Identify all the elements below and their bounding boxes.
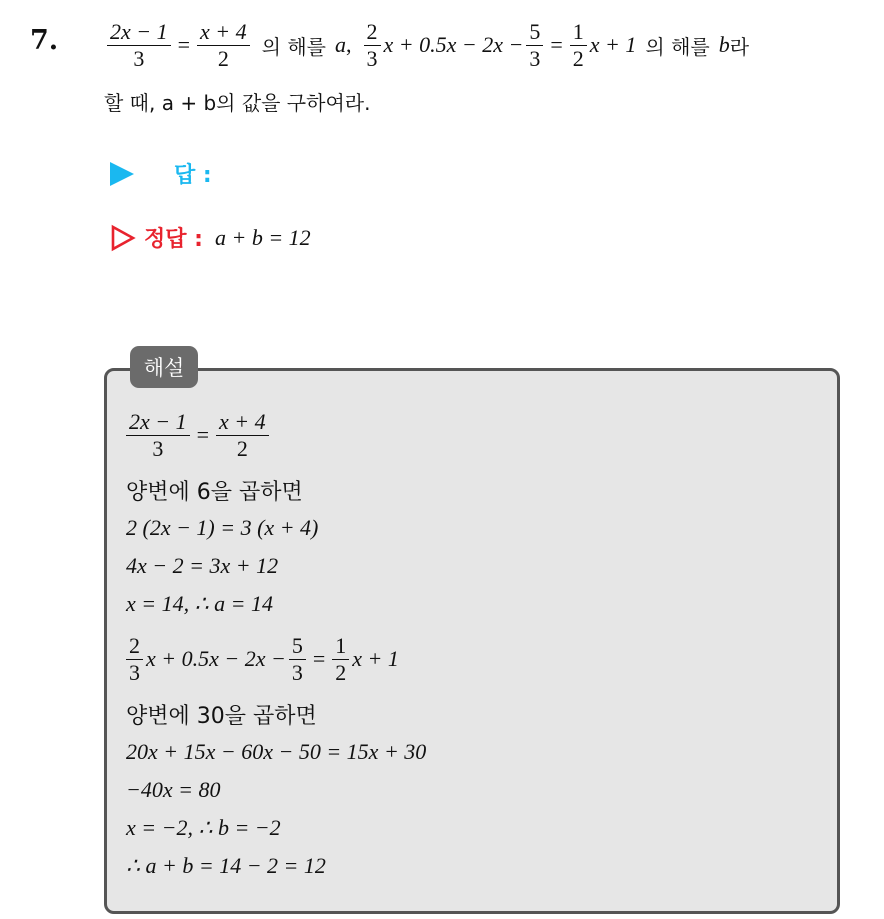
fraction-denominator: 2 (335, 659, 347, 685)
solution-line-7: 양변에 30을 곱하면 (126, 703, 317, 729)
fraction-numerator: 2 (364, 19, 381, 45)
question-line-2: 할 때, a + b의 값을 구하여라. (104, 90, 371, 115)
fraction (332, 633, 349, 685)
fraction (364, 19, 381, 71)
fraction (107, 19, 171, 71)
correct-answer-value: a + b = 12 (214, 224, 311, 250)
fraction-numerator: 5 (526, 19, 543, 45)
fraction-denominator: 2 (217, 45, 229, 71)
fraction (126, 409, 190, 461)
answer-row (110, 158, 212, 189)
korean-text: 의 해를 (261, 34, 326, 59)
solution-line-6: $\frac{2}{3}$ x + 0.5x − 2x − $\frac{5}{3}$ = $\frac{1}{2}$ x + 1 (126, 626, 399, 692)
expression-tail: x + 1 (589, 32, 637, 57)
fraction-denominator: 3 (129, 659, 140, 685)
variable-a: a (335, 32, 346, 57)
korean-text: 의 해를 (645, 34, 710, 59)
solution-line-8: 20x + 15x − 60x − 50 = 15x + 30 (126, 739, 427, 764)
solution-line-10: x = −2, ∴ b = −2 (126, 815, 281, 840)
solution-line-5: x = 14, ∴ a = 14 (126, 591, 273, 616)
solution-line-3: 2 (2x − 1) = 3 (x + 4) (126, 515, 319, 540)
fraction-numerator: 2x − 1 (107, 19, 171, 45)
fraction (526, 19, 543, 71)
fraction (126, 633, 143, 685)
fraction-denominator: 3 (291, 659, 303, 685)
fraction-denominator: 3 (529, 45, 541, 71)
answer-label: 답 : (174, 163, 212, 188)
solution-line-1: $\frac{2x - 1}{3}$ = $\frac{x + 4}{2}$ (126, 402, 272, 468)
fraction (289, 633, 306, 685)
fraction-denominator: 3 (133, 45, 145, 71)
expression-middle: x + 0.5x − 2x − (383, 32, 524, 57)
fraction-denominator: 2 (572, 45, 584, 71)
play-arrow-icon (110, 162, 134, 186)
fraction-numerator: x + 4 (197, 19, 250, 45)
fraction-numerator: 1 (570, 19, 587, 45)
fraction-numerator: 2 (126, 633, 143, 659)
fraction-numerator: 1 (332, 633, 349, 659)
expression-middle: x + 0.5x − 2x − (146, 646, 286, 671)
correct-answer-row (110, 222, 311, 253)
solution-line-9: −40x = 80 (126, 777, 221, 802)
solution-tab: 해설 (130, 346, 198, 388)
correct-answer-label: 정답 : (144, 227, 203, 252)
fraction-denominator: 2 (236, 435, 248, 461)
fraction (570, 19, 587, 71)
fraction-numerator: 5 (289, 633, 306, 659)
expression-tail: x + 1 (352, 646, 399, 671)
fraction (197, 19, 250, 71)
fraction-numerator: x + 4 (216, 409, 269, 435)
variable-b: b (718, 32, 730, 57)
korean-text: 라 (729, 34, 750, 59)
question-number: 7. (30, 25, 59, 56)
fraction-denominator: 3 (152, 435, 164, 461)
question-line-1: $\frac{2x - 1}{3}$ = $\frac{x + 4}{2}$ 의 해를 a , $\frac{2}{3}$ x + 0.5x − 2x − $\frac{5}{3}$ = $\frac{1}{2}$ x + 1 의 해를 b 라 (104, 12, 749, 78)
solution-line-2: 양변에 6을 곱하면 (126, 479, 303, 505)
solution-line-4: 4x − 2 = 3x + 12 (126, 553, 279, 578)
outline-arrow-icon (110, 224, 136, 252)
fraction-numerator: 2x − 1 (126, 409, 190, 435)
fraction (216, 409, 269, 461)
solution-line-11: ∴ a + b = 14 − 2 = 12 (126, 853, 326, 878)
fraction-denominator: 3 (366, 45, 378, 71)
